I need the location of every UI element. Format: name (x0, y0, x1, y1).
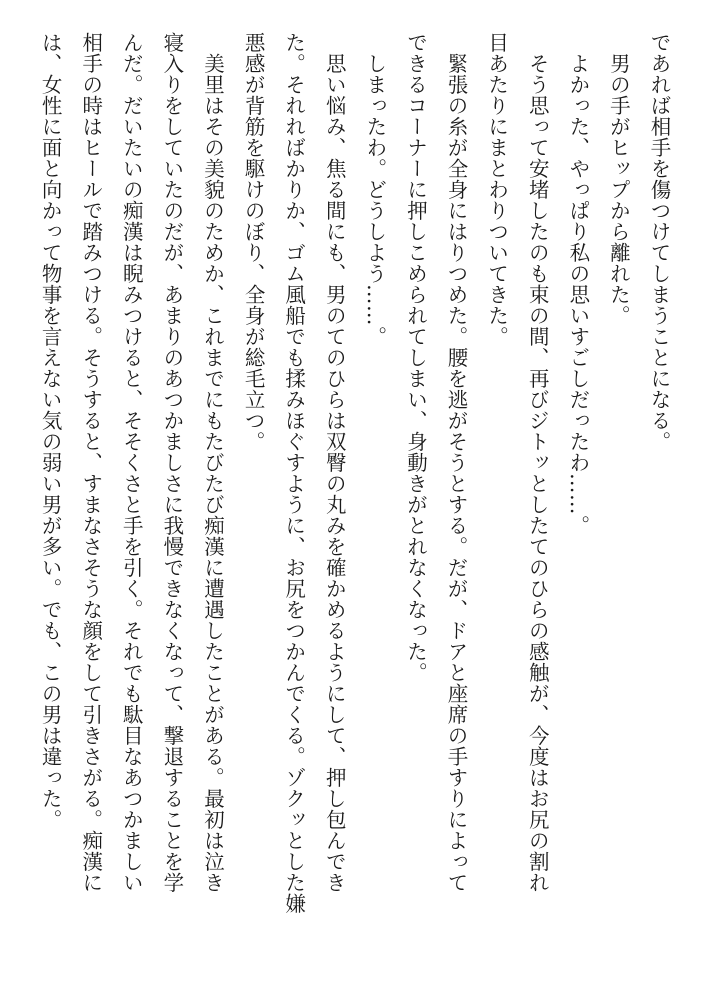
text-line: 目あたりにまとわりついてきた。 (484, 32, 509, 347)
text-line: そう思って安堵したのも束の間、再びジトッとしたてのひらの感触が、今度はお尻の割れ (525, 32, 550, 893)
text-line: 美里はその美貌のためか、これまでにもたびたび痴漢に遭遇したことがある。最初は泣き (200, 32, 225, 893)
vertical-text-block (24, 32, 679, 972)
text-line: 寝入りをしていたのだが、あまりのあつかましさに我慢できなくなって、撃退することを学 (159, 32, 184, 893)
text-line: 男の手がヒップから離れた。 (606, 32, 631, 326)
text-line: 思い悩み、焦る間にも、男のてのひらは双臀の丸みを確かめるようにして、押し包んでき (322, 32, 347, 893)
text-line: んだ。だいたいの痴漢は睨みつけると、そそくさと手を引く。それでも駄目なあつかましい (119, 32, 144, 893)
text-line: であれば相手を傷つけてしまうことになる。 (647, 32, 671, 452)
text-line: 悪感が背筋を駆けのぼり、全身が総毛立つ。 (241, 32, 266, 452)
text-line: た。それればかりか、ゴム風船でも揉みほぐすように、お尻をつかんでくる。ゾクッとした嫌 (281, 32, 306, 914)
text-line: できるコーナーに押しこめられてしまい、身動きがとれなくなった。 (403, 32, 428, 683)
text-line: しまったわ。どうしよう……。 (362, 32, 387, 347)
text-line: 緊張の糸が全身にはりつめた。腰を逃がそうとする。だが、ドアと座席の手すりによって (444, 32, 469, 893)
text-line: は、女性に面と向かって物事を言えない気の弱い男が多い。でも、この男は違った。 (38, 32, 63, 830)
text-line: 相手の時はヒールで踏みつける。そうすると、すまなさそうな顔をして引きさがる。痴漢に (78, 32, 103, 893)
text-line: よかった、やっぱり私の思いすごしだったわ……。 (565, 32, 590, 536)
